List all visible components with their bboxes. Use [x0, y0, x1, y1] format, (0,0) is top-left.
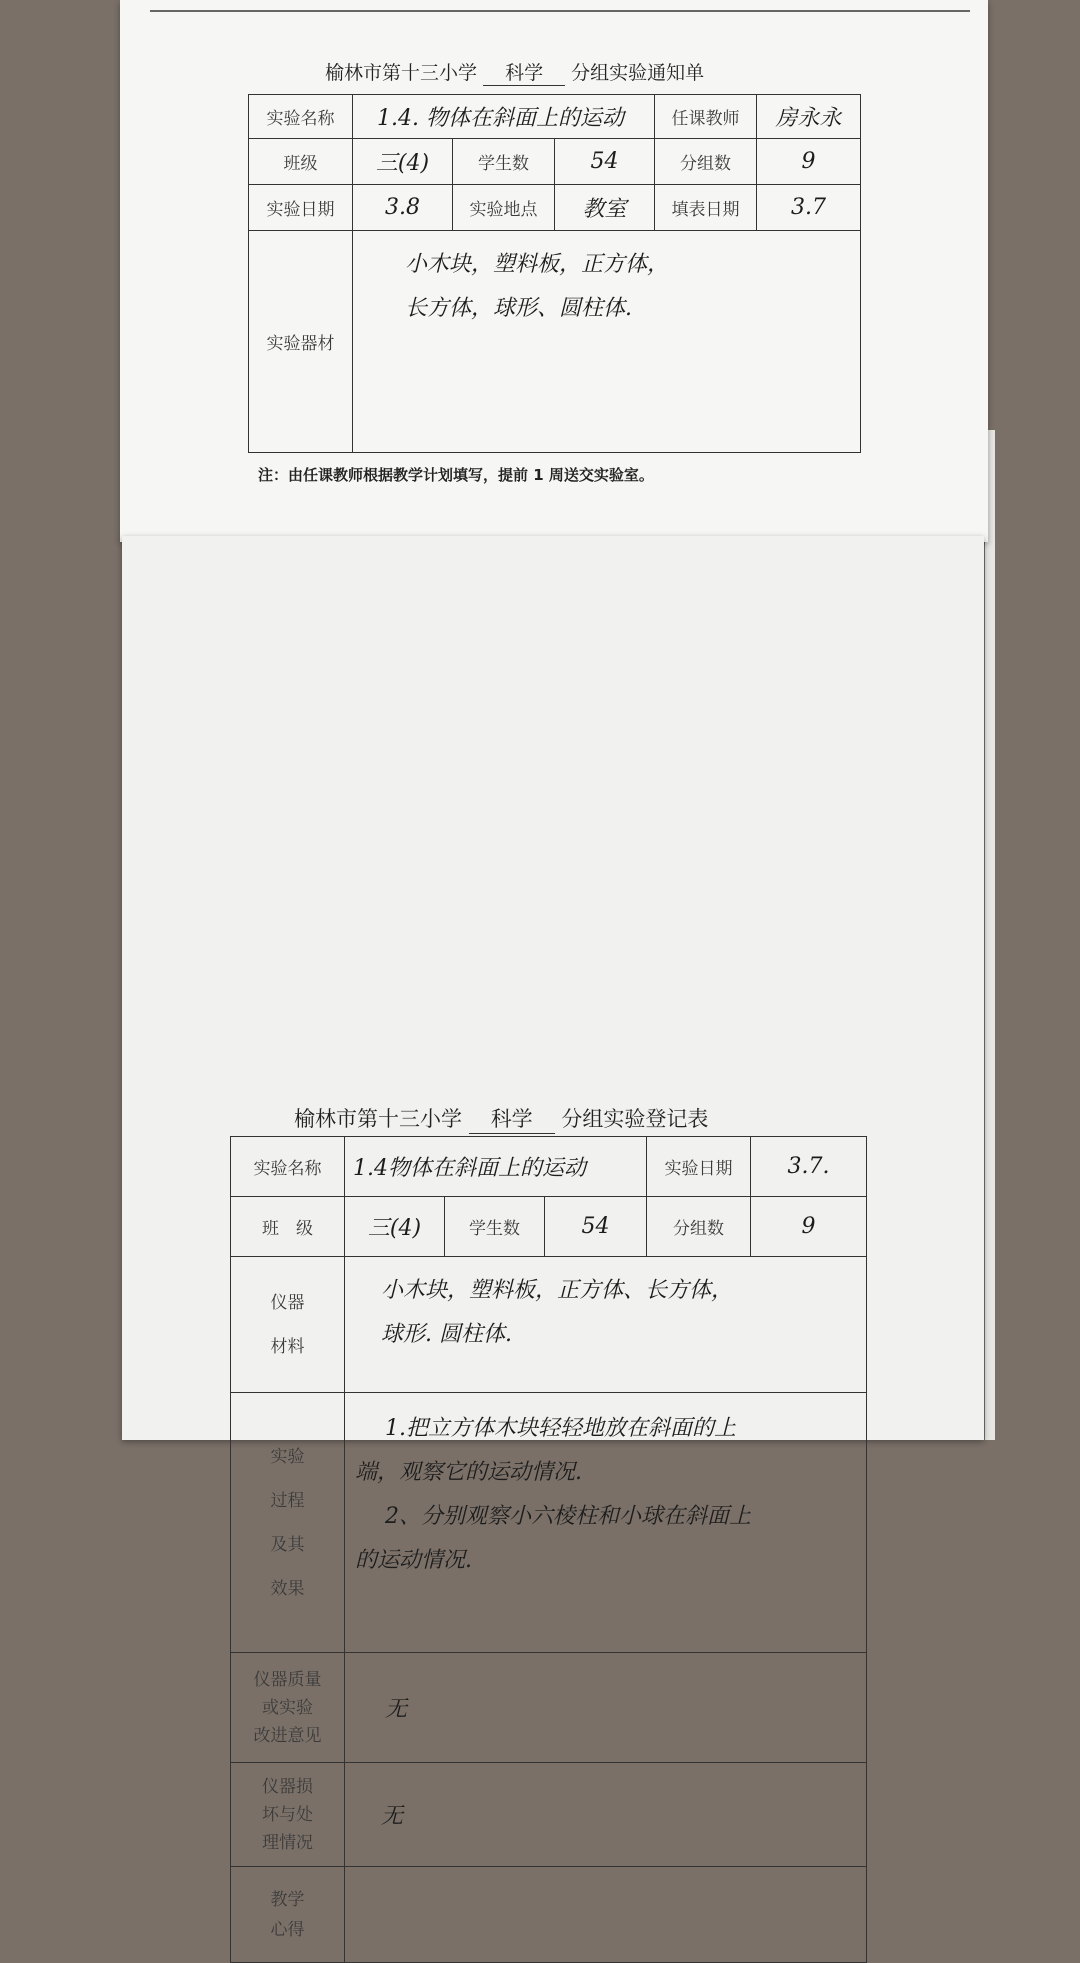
reg-value-reflection: [345, 1867, 867, 1963]
register-subject: 科学: [469, 1103, 555, 1134]
notice-subject: 科学: [483, 58, 565, 86]
reg-value-class: 三(4): [345, 1197, 445, 1257]
reg-label-damage-3: 理情况: [262, 1832, 313, 1853]
register-title: [294, 1103, 708, 1134]
label-groups: 分组数: [655, 139, 757, 185]
label-teacher: 任课教师: [655, 95, 757, 139]
reg-label-damage-2: 坏与处: [262, 1804, 313, 1825]
reg-label-quality: [231, 1653, 345, 1763]
reg-process-line-1: 1.把立方体木块轻轻地放在斜面的上: [385, 1416, 736, 1441]
label-class: 班级: [249, 139, 353, 185]
reg-materials-line-1: 小木块，塑料板，正方体、长方体，: [381, 1278, 734, 1303]
paper-stack-edge: [985, 430, 995, 1440]
register-table: [230, 1136, 867, 1963]
reg-label-experiment-name: 实验名称: [231, 1137, 345, 1197]
reg-value-damage: 无: [345, 1763, 867, 1867]
reg-label-damage: [231, 1763, 345, 1867]
reg-value-groups: 9: [751, 1197, 867, 1257]
register-sheet: [122, 536, 984, 1940]
value-fill-date: 3.7: [757, 185, 861, 231]
reg-label-reflection-1: 教学: [270, 1889, 305, 1910]
reg-label-groups: 分组数: [647, 1197, 751, 1257]
notice-table: [248, 94, 861, 453]
equipment-line-1: 小木块，塑料板，正方体，: [405, 252, 670, 277]
reg-label-quality-2: 或实验: [262, 1697, 313, 1718]
label-experiment-date: 实验日期: [249, 185, 353, 231]
reg-label-quality-1: 仪器质量: [253, 1669, 322, 1690]
register-form-name: 分组实验登记表: [561, 1107, 709, 1131]
reg-label-damage-1: 仪器损: [262, 1776, 313, 1797]
reg-label-quality-3: 改进意见: [253, 1725, 322, 1746]
reg-label-class: 班 级: [231, 1197, 345, 1257]
reg-label-process-3: 及其: [270, 1534, 305, 1555]
reg-label-materials-2: 材料: [270, 1336, 305, 1357]
value-students: 54: [555, 139, 655, 185]
equipment-cell: [353, 231, 861, 453]
value-class: 三(4): [353, 139, 453, 185]
reg-process-line-4: 的运动情况.: [355, 1548, 472, 1573]
label-equipment: 实验器材: [249, 231, 353, 453]
reg-materials-line-2: 球形. 圆柱体.: [381, 1322, 512, 1347]
register-school: 榆林市第十三小学: [294, 1107, 462, 1131]
reg-process-line-2: 端，观察它的运动情况.: [355, 1460, 582, 1485]
label-location: 实验地点: [453, 185, 555, 231]
reg-process-cell: [345, 1393, 867, 1653]
reg-label-process-1: 实验: [270, 1446, 305, 1467]
reg-label-reflection: [231, 1867, 345, 1963]
notice-form-name: 分组实验通知单: [571, 62, 705, 84]
notice-school: 榆林市第十三小学: [325, 62, 478, 84]
notice-sheet: [120, 0, 988, 542]
reg-label-experiment-date: 实验日期: [647, 1137, 751, 1197]
notice-footnote: 注：由任课教师根据教学计划填写，提前 1 周送交实验室。: [258, 466, 654, 484]
value-experiment-name: 1.4. 物体在斜面上的运动: [353, 95, 655, 139]
reg-value-experiment-name: 1.4物体在斜面上的运动: [345, 1137, 647, 1197]
reg-label-process-4: 效果: [270, 1578, 305, 1599]
value-groups: 9: [757, 139, 861, 185]
reg-label-materials-1: 仪器: [270, 1292, 305, 1313]
reg-materials-cell: [345, 1257, 867, 1393]
label-experiment-name: 实验名称: [249, 95, 353, 139]
value-location: 教室: [555, 185, 655, 231]
value-teacher: 房永永: [757, 95, 861, 139]
reg-value-experiment-date: 3.7.: [751, 1137, 867, 1197]
label-fill-date: 填表日期: [655, 185, 757, 231]
reg-value-students: 54: [545, 1197, 647, 1257]
label-students: 学生数: [453, 139, 555, 185]
reg-label-reflection-2: 心得: [270, 1919, 305, 1940]
reg-label-materials: [231, 1257, 345, 1393]
reg-label-process: [231, 1393, 345, 1653]
reg-label-process-2: 过程: [270, 1490, 305, 1511]
notice-title: [325, 58, 704, 86]
equipment-line-2: 长方体，球形、圆柱体.: [405, 296, 632, 321]
top-rule: [150, 10, 970, 12]
value-experiment-date: 3.8: [353, 185, 453, 231]
reg-value-quality: 无: [345, 1653, 867, 1763]
reg-process-line-3: 2、分别观察小六棱柱和小球在斜面上: [385, 1504, 751, 1529]
reg-label-students: 学生数: [445, 1197, 545, 1257]
